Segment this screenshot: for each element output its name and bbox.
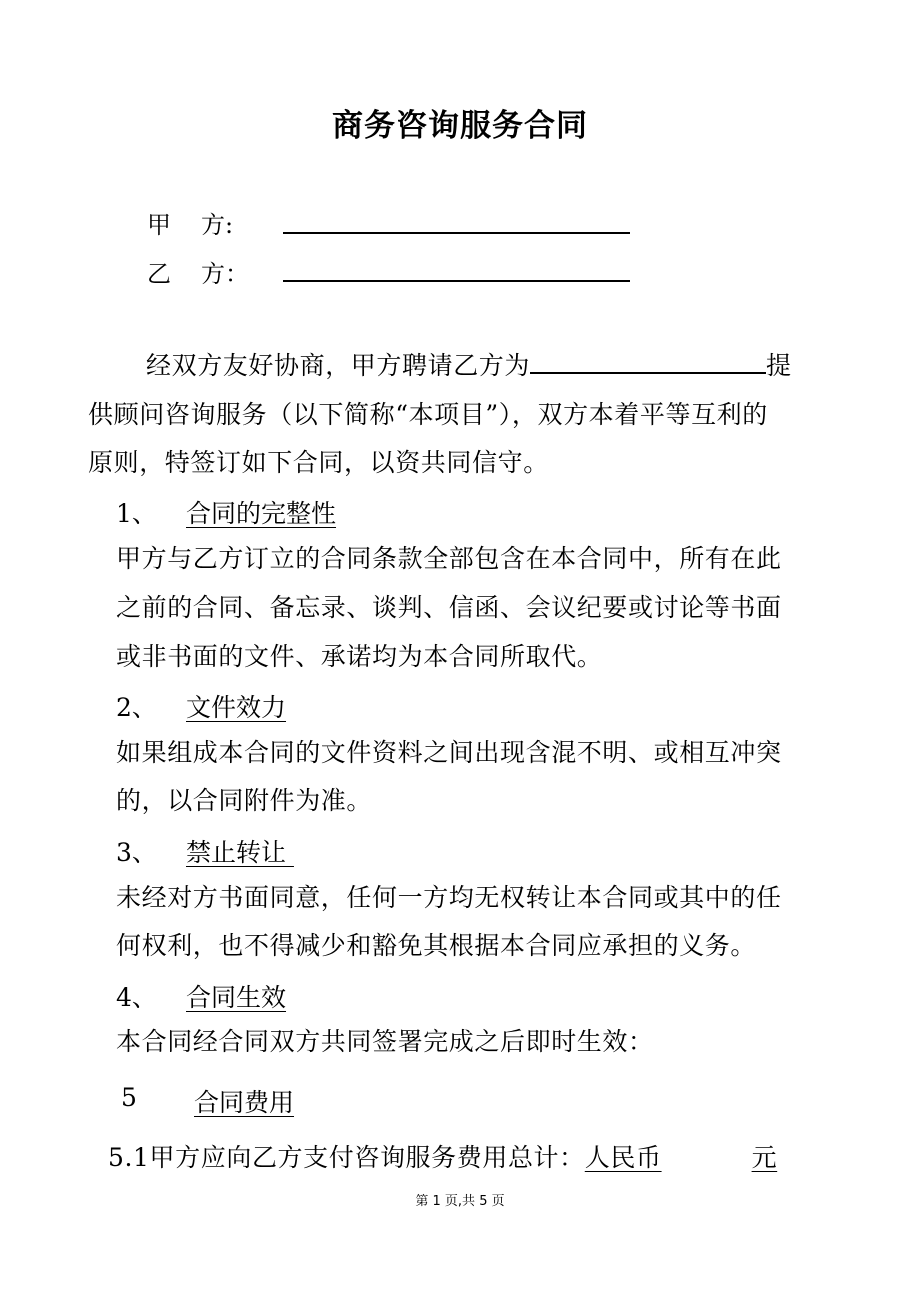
clause-5-1 [108,1142,777,1174]
preamble-text-before-blank: 经双方友好协商，甲方聘请乙方为 [146,351,531,380]
section-3-line-1: 未经对方书面同意，任何一方均无权转让本合同或其中的任 [116,883,782,912]
section-1-line-1: 甲方与乙方订立的合同条款全部包含在本合同中，所有在此 [116,544,782,573]
section-3-number: 3、 [116,838,157,867]
section-4-line-1: 本合同经合同双方共同签署完成之后即时生效： [116,1027,654,1056]
section-1-number: 1、 [116,499,157,528]
section-4-title: 合同生效 [186,983,287,1012]
party-a-label-char: 甲 [147,211,171,239]
section-2-number: 2、 [116,693,157,722]
section-5-title: 合同费用 [194,1088,295,1117]
fee-amount-field[interactable] [585,1143,777,1172]
party-a-blank-field[interactable] [283,232,630,234]
fee-currency: 人民币 [584,1143,662,1172]
section-3-line-2: 何权利，也不得减少和豁免其根据本合同应承担的义务。 [116,931,757,960]
fee-unit: 元 [751,1143,778,1172]
section-5-number: 5 [121,1083,137,1112]
clause-5-1-text: 5.1甲方应向乙方支付咨询服务费用总计： [108,1143,585,1172]
section-1-title: 合同的完整性 [186,499,337,528]
section-2-line-1: 如果组成本合同的文件资料之间出现含混不明、或相互冲突 [116,738,782,767]
preamble-line-3: 原则，特签订如下合同，以资共同信守。 [88,448,549,477]
preamble-text-after-blank: 提 [766,351,792,380]
party-b-label-suffix: 方： [201,260,249,288]
party-a-label [147,205,233,240]
document-title: 商务咨询服务合同 [332,108,588,144]
preamble-line-2: 供顾问咨询服务（以下简称“本项目”），双方本着平等互利的 [88,400,768,429]
section-1-line-3: 或非书面的文件、承诺均为本合同所取代。 [116,642,603,671]
section-1-line-2: 之前的合同、备忘录、谈判、信函、会议纪要或讨论等书面 [116,593,782,622]
section-3-title: 禁止转让 [186,838,294,867]
party-b-label [147,254,249,289]
service-description-blank[interactable] [530,371,766,374]
party-b-label-char: 乙 [147,260,171,288]
section-2-title: 文件效力 [186,693,287,722]
preamble-line-1 [146,350,792,382]
section-4-number: 4、 [116,983,157,1012]
page-indicator: 第 1 页,共 5 页 [415,1194,505,1209]
section-2-line-2: 的，以合同附件为准。 [116,786,373,815]
party-a-label-suffix: 方: [201,211,234,239]
party-b-blank-field[interactable] [283,280,630,282]
